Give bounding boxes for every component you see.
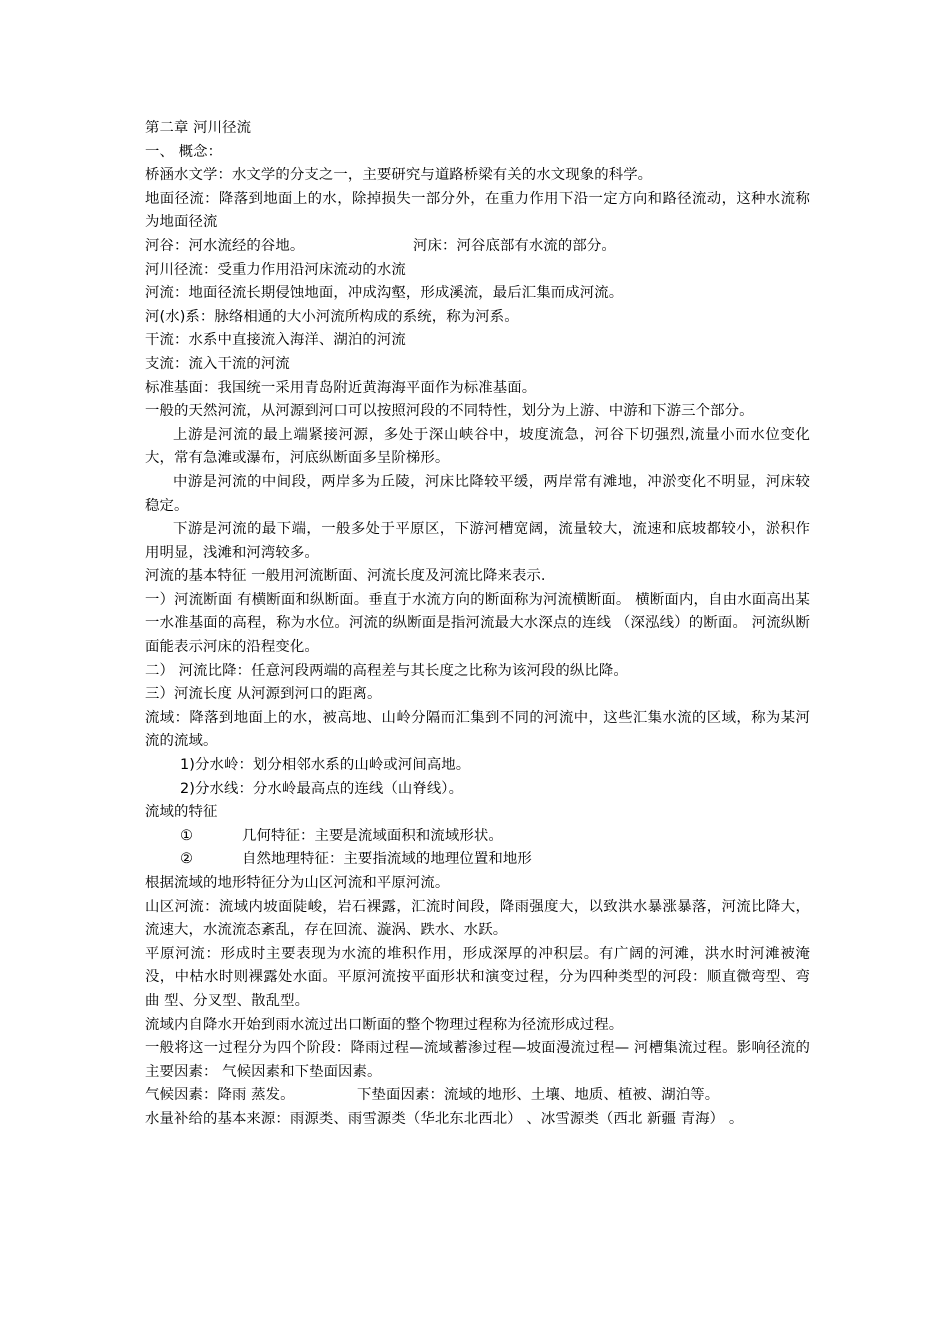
list-item bbox=[145, 825, 810, 849]
paragraph: 一般将这一过程分为四个阶段：降雨过程—流域蓄渗过程—坡面漫流过程— 河槽集流过程。影响径流的主要因素： 气候因素和下垫面因素。 bbox=[145, 1040, 810, 1080]
paragraph: 桥涵水文学：水文学的分支之一，主要研究与道路桥梁有关的水文现象的科学。 bbox=[145, 167, 653, 184]
list-number: ② bbox=[180, 851, 194, 868]
paragraph: 河流：地面径流长期侵蚀地面，冲成沟壑，形成溪流，最后汇集而成河流。 bbox=[145, 285, 624, 302]
paragraph: 三）河流长度 从河源到河口的距离。 bbox=[145, 686, 382, 703]
paragraph: 河川径流：受重力作用沿河床流动的水流 bbox=[145, 261, 406, 278]
paragraph: 流域：降落到地面上的水，被高地、山岭分隔而汇集到不同的河流中，这些汇集水流的区域，称为某河流的流域。 bbox=[145, 709, 810, 750]
paragraph-lower-reach: 下游是河流的最下端，一般多处于平原区，下游河槽宽阔，流量较大，流速和底坡都较小，淤积作用明显，浅滩和河湾较多。 bbox=[145, 521, 810, 561]
paragraph-row bbox=[145, 1084, 810, 1108]
document-body bbox=[145, 117, 810, 1132]
underlying-factors: 下垫面因素：流域的地形、土壤、地质、植被、湖泊等。 bbox=[357, 1087, 720, 1104]
paragraph: 地面径流：降落到地面上的水，除掉损失一部分外，在重力作用下沿一定方向和路径流动，这种水流称为地面径流 bbox=[145, 190, 810, 231]
paragraph: 河(水)系：脉络相通的大小河流所构成的系统，称为河系。 bbox=[145, 308, 519, 325]
paragraph: 干流：水系中直接流入海洋、湖泊的河流 bbox=[145, 332, 406, 349]
paragraph: 河流的基本特征 一般用河流断面、河流长度及河流比降来表示. bbox=[145, 568, 546, 585]
paragraph: 支流：流入干流的河流 bbox=[145, 355, 290, 372]
paragraph: 二） 河流比降：任意河段两端的高程差与其长度之比称为该河段的纵比降。 bbox=[145, 662, 628, 679]
paragraph: 流域的特征 bbox=[145, 804, 218, 821]
paragraph-middle-reach: 中游是河流的中间段，两岸多为丘陵，河床比降较平缓，两岸常有滩地，冲淤变化不明显，河床较稳定。 bbox=[145, 473, 810, 514]
definition-riverbed: 河床：河谷底部有水流的部分。 bbox=[413, 237, 616, 254]
paragraph: 一般的天然河流，从河源到河口可以按照河段的不同特性，划分为上游、中游和下游三个部分。 bbox=[145, 403, 754, 420]
list-item: 2)分水线：分水岭最高点的连线（山脊线）。 bbox=[180, 780, 464, 797]
paragraph-upper-reach: 上游是河流的最上端紧接河源，多处于深山峡谷中，坡度流急，河谷下切强烈,流量小而水位变化大，常有急滩或瀑布，河底纵断面多呈阶梯形。 bbox=[145, 426, 810, 467]
paragraph: 流域内自降水开始到雨水流过出口断面的整个物理过程称为径流形成过程。 bbox=[145, 1016, 624, 1033]
paragraph: 平原河流：形成时主要表现为水流的堆积作用，形成深厚的冲积层。有广阔的河滩，洪水时河滩被淹没，中枯水时则裸露处水面。平原河流按平面形状和演变过程，分为四种类型的河段：顺直微弯型、弯曲 型、分叉型、散乱型。 bbox=[145, 945, 810, 1009]
paragraph: 一）河流断面 有横断面和纵断面。垂直于水流方向的断面称为河流横断面。 横断面内，自由水面高出某一水准基面的高程，称为水位。河流的纵断面是指河流最大水深点的连线 （深泓线）的断面。 河流纵断面能表示河床的沿程变化。 bbox=[145, 591, 810, 656]
paragraph: 山区河流：流域内坡面陡峻，岩石裸露，汇流时间段，降雨强度大，以致洪水暴涨暴落，河流比降大，流速大，水流流态紊乱，存在回流、漩涡、跌水、水跃。 bbox=[145, 898, 810, 939]
list-item: 1)分水岭：划分相邻水系的山岭或河间高地。 bbox=[180, 757, 471, 774]
list-number: ① bbox=[180, 827, 194, 844]
list-text: 自然地理特征：主要指流域的地理位置和地形 bbox=[242, 851, 532, 868]
paragraph: 标准基面：我国统一采用青岛附近黄海海平面作为标准基面。 bbox=[145, 379, 537, 396]
paragraph: 根据流域的地形特征分为山区河流和平原河流。 bbox=[145, 875, 450, 891]
list-text: 几何特征：主要是流域面积和流域形状。 bbox=[242, 827, 503, 844]
section-heading: 一、 概念： bbox=[145, 143, 223, 160]
definition-valley: 河谷：河水流经的谷地。 bbox=[145, 237, 305, 254]
paragraph-row bbox=[145, 235, 810, 259]
climate-factors: 气候因素：降雨 蒸发。 bbox=[145, 1087, 295, 1104]
paragraph: 水量补给的基本来源：雨源类、雨雪源类（华北东北西北） 、冰雪源类（西北 新疆 青海） 。 bbox=[145, 1110, 744, 1127]
list-item bbox=[145, 848, 810, 872]
chapter-title: 第二章 河川径流 bbox=[145, 120, 252, 136]
